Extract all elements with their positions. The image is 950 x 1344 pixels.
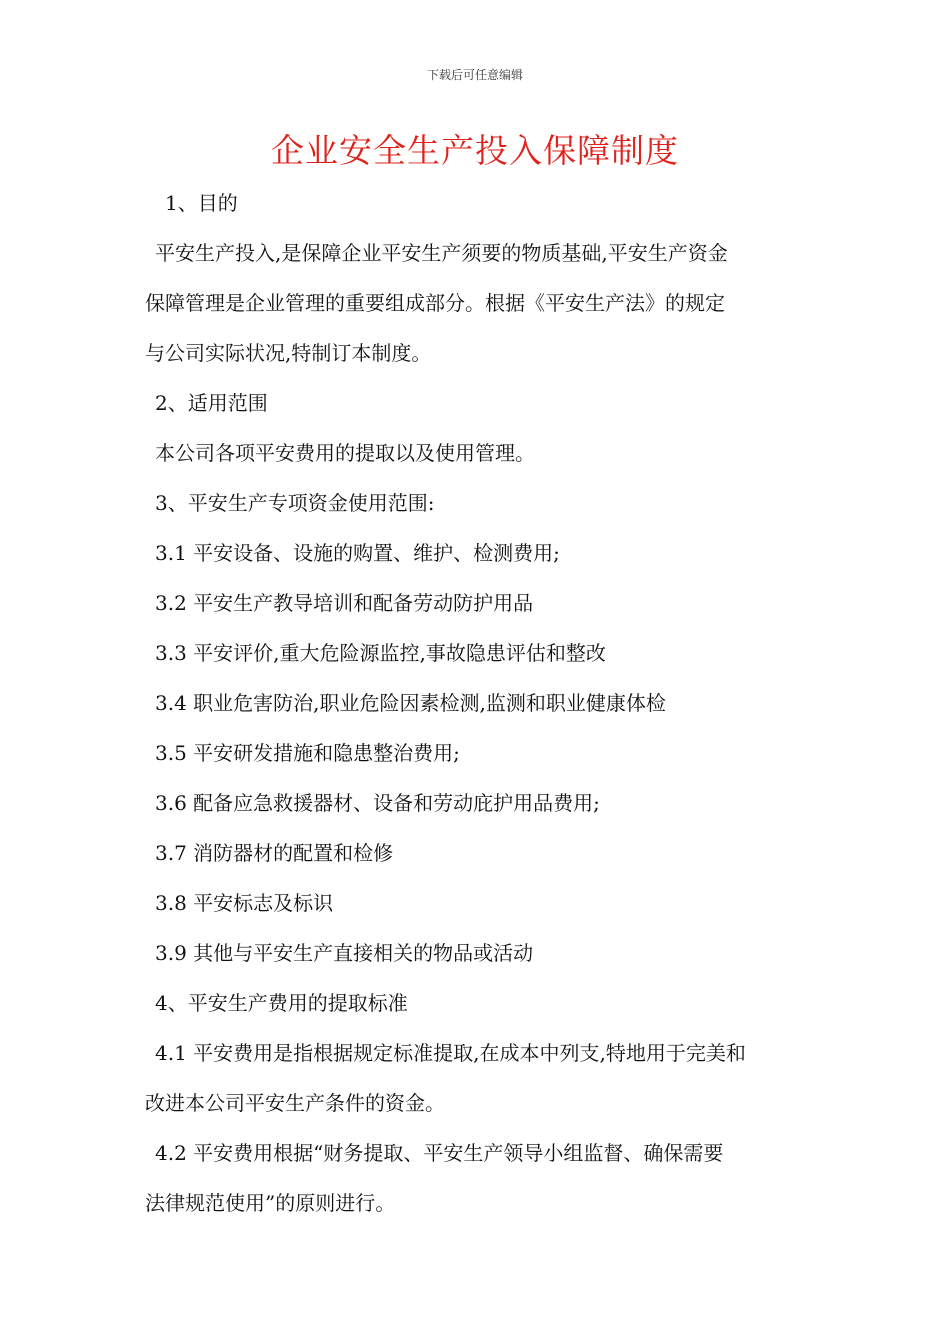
list-item: 3.2 平安生产教导培训和配备劳动防护用品 — [155, 591, 534, 615]
list-item: 3.4 职业危害防治,职业危险因素检测,监测和职业健康体检 — [155, 691, 666, 715]
paragraph-line: 4.1 平安费用是指根据规定标准提取,在成本中列支,特地用于完美和 — [155, 1041, 746, 1065]
list-item: 3.8 平安标志及标识 — [155, 891, 334, 915]
list-item: 3.6 配备应急救援器材、设备和劳动庇护用品费用; — [155, 791, 600, 815]
paragraph-line: 法律规范使用”的原则进行。 — [145, 1191, 396, 1215]
paragraph-line: 保障管理是企业管理的重要组成部分。根据《平安生产法》的规定 — [145, 291, 725, 315]
list-item: 3.1 平安设备、设施的购置、维护、检测费用; — [155, 541, 560, 565]
paragraph-line: 本公司各项平安费用的提取以及使用管理。 — [155, 441, 535, 465]
paragraph-line: 改进本公司平安生产条件的资金。 — [145, 1091, 445, 1115]
list-item: 3.7 消防器材的配置和检修 — [155, 841, 394, 865]
paragraph-line: 4.2 平安费用根据“财务提取、平安生产领导小组监督、确保需要 — [155, 1141, 724, 1165]
section-heading-fund-scope: 3、平安生产专项资金使用范围: — [155, 491, 435, 515]
section-heading-scope: 2、适用范围 — [155, 391, 268, 415]
paragraph-line: 平安生产投入,是保障企业平安生产须要的物质基础,平安生产资金 — [155, 241, 728, 265]
section-heading-standard: 4、平安生产费用的提取标准 — [155, 991, 408, 1015]
paragraph-line: 与公司实际状况,特制订本制度。 — [145, 341, 432, 365]
document-body — [145, 178, 809, 1228]
list-item: 3.3 平安评价,重大危险源监控,事故隐患评估和整改 — [155, 641, 606, 665]
section-heading-purpose: 1、目的 — [165, 191, 238, 215]
document-title: 企业安全生产投入保障制度 — [271, 131, 679, 170]
header-note: 下载后可任意编辑 — [426, 68, 523, 82]
list-item: 3.9 其他与平安生产直接相关的物品或活动 — [155, 941, 534, 965]
list-item: 3.5 平安研发措施和隐患整治费用; — [155, 741, 460, 765]
